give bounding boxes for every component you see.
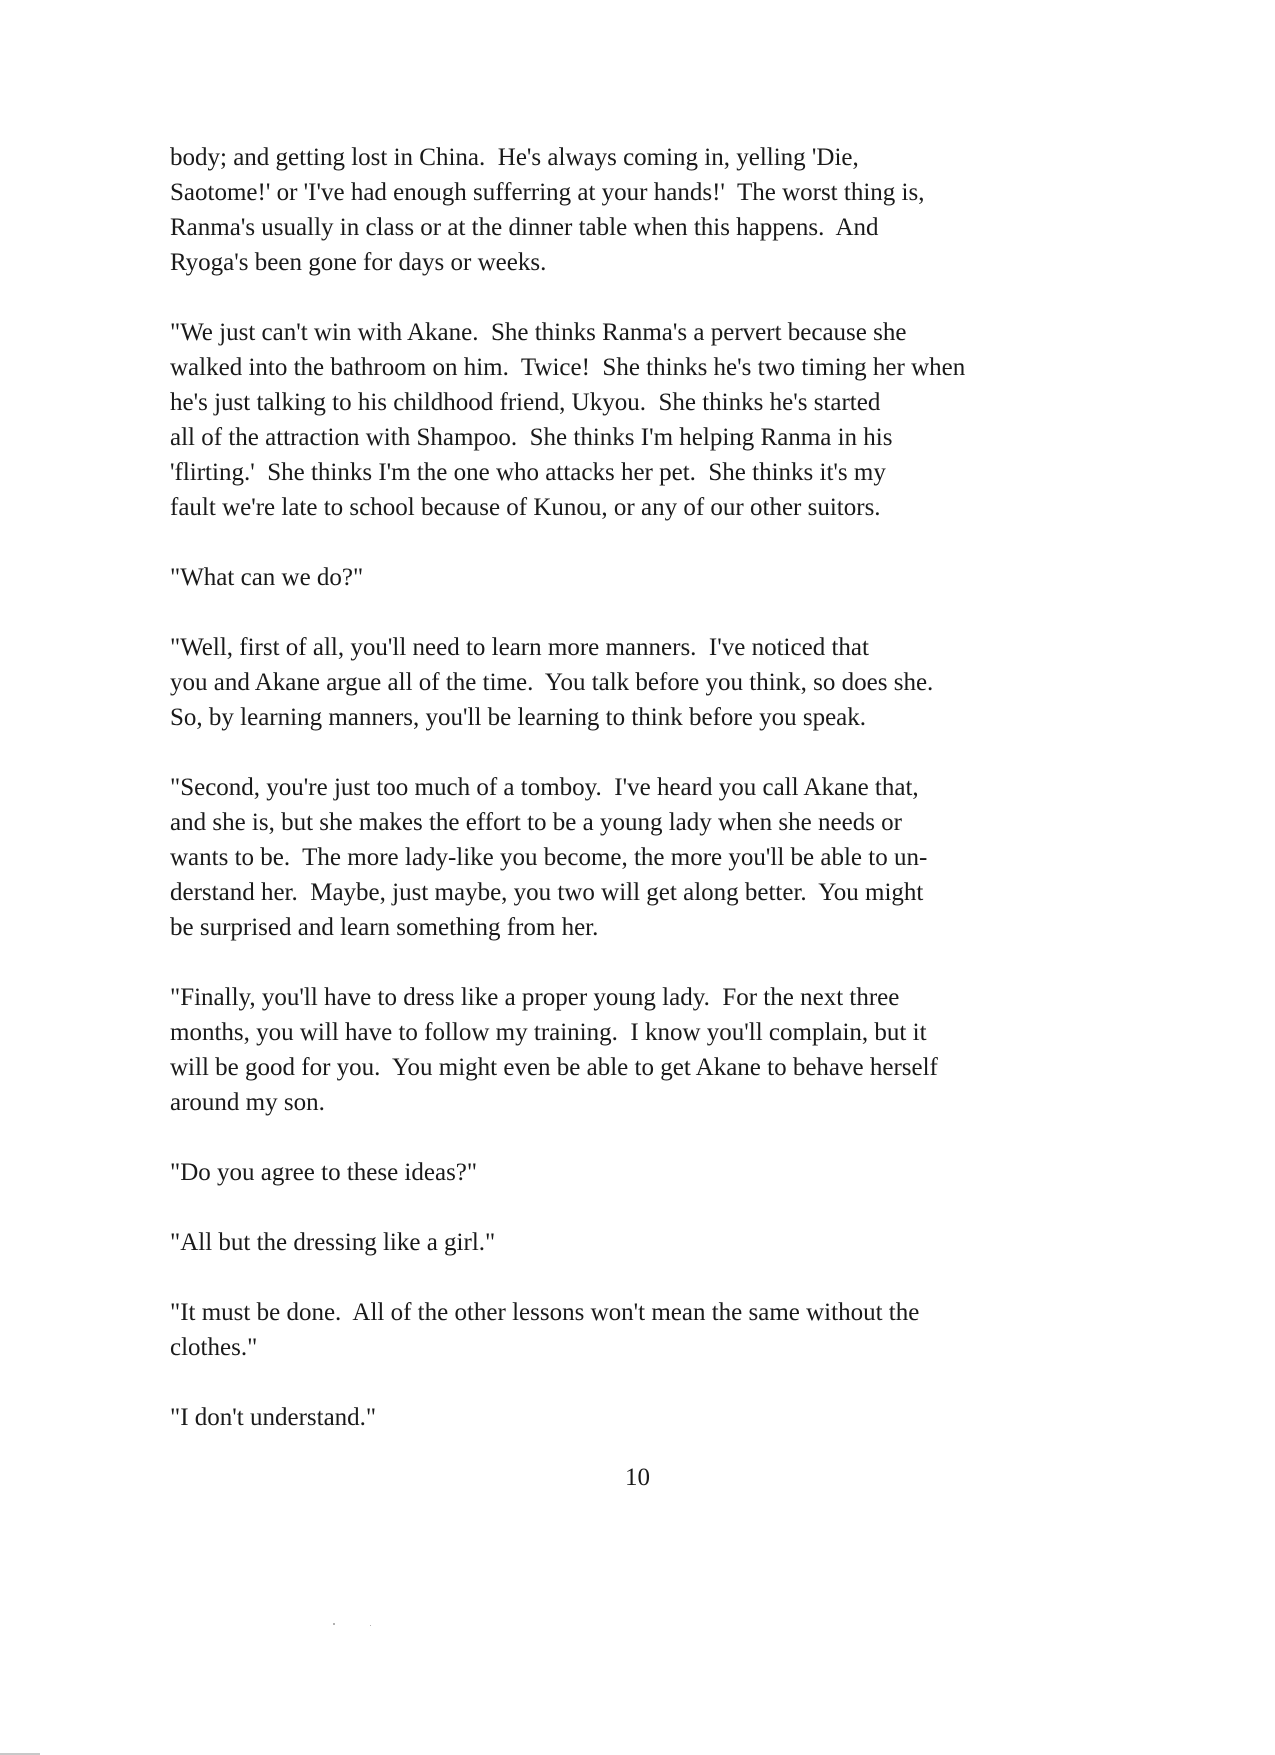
text-line: Saotome!' or 'I've had enough sufferring at your hands!' The worst thing is, [170,179,925,206]
text-line: Ryoga's been gone for days or weeks. [170,249,547,276]
text-line: clothes." [170,1334,258,1361]
text-line: body; and getting lost in China. He's always coming in, yelling 'Die, [170,144,859,171]
text-line: "Second, you're just too much of a tomboy. I've heard you call Akane that, [170,774,919,801]
text-line: he's just talking to his childhood friend, Ukyou. She thinks he's started [170,389,881,416]
paragraph [170,315,1130,525]
paragraph [170,980,1130,1120]
text-line: So, by learning manners, you'll be learning to think before you speak. [170,704,867,731]
paragraph [170,1155,1130,1190]
text-line: Ranma's usually in class or at the dinner table when this happens. And [170,214,879,241]
paragraph [170,630,1130,735]
paragraph [170,560,1130,595]
paragraph [170,1400,1130,1435]
text-line: "It must be done. All of the other lessons won't mean the same without the [170,1299,920,1326]
paragraph [170,140,1130,280]
text-line: you and Akane argue all of the time. You talk before you think, so does she. [170,669,934,696]
text-line: all of the attraction with Shampoo. She thinks I'm helping Ranma in his [170,424,893,451]
page-number: 10 [625,1464,650,1491]
paragraph [170,1295,1130,1365]
paragraph [170,770,1130,945]
scan-speck [370,1625,371,1626]
text-line: 'flirting.' She thinks I'm the one who attacks her pet. She thinks it's my [170,459,886,486]
text-line: will be good for you. You might even be able to get Akane to behave herself [170,1054,938,1081]
text-line: "Do you agree to these ideas?" [170,1159,478,1186]
text-line: derstand her. Maybe, just maybe, you two will get along better. You might [170,879,924,906]
scan-speck [333,1623,335,1625]
text-line: and she is, but she makes the effort to be a young lady when she needs or [170,809,902,836]
text-line: "Finally, you'll have to dress like a proper young lady. For the next three [170,984,900,1011]
text-line: walked into the bathroom on him. Twice! She thinks he's two timing her when [170,354,966,381]
body-text [170,140,1130,1435]
text-line: "I don't understand." [170,1404,377,1431]
text-line: wants to be. The more lady-like you become, the more you'll be able to un- [170,844,928,871]
text-line: "Well, first of all, you'll need to learn more manners. I've noticed that [170,634,869,661]
text-line: "What can we do?" [170,564,364,591]
text-line: months, you will have to follow my training. I know you'll complain, but it [170,1019,927,1046]
text-line: "All but the dressing like a girl." [170,1229,496,1256]
text-line: be surprised and learn something from her. [170,914,599,941]
text-line: around my son. [170,1089,325,1116]
text-line: "We just can't win with Akane. She thinks Ranma's a pervert because she [170,319,907,346]
paragraph [170,1225,1130,1260]
text-line: fault we're late to school because of Kunou, or any of our other suitors. [170,494,881,521]
